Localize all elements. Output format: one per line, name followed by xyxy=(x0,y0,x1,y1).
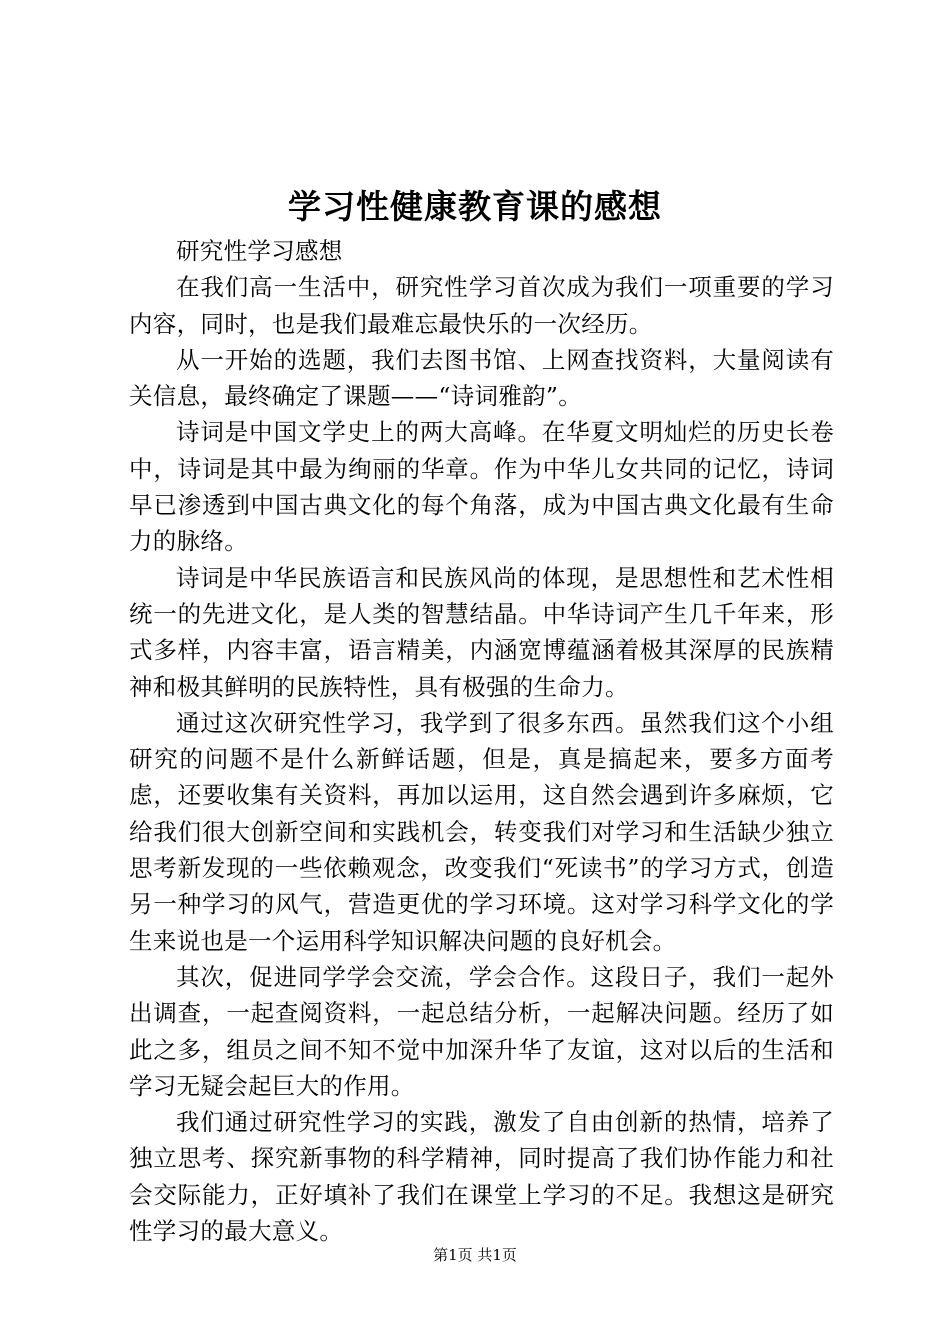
body-paragraph: 在我们高一生活中，研究性学习首次成为我们一项重要的学习内容，同时，也是我们最难忘最快乐的一次经历。 xyxy=(129,273,834,338)
body-paragraph: 诗词是中华民族语言和民族风尚的体现，是思想性和艺术性相统一的先进文化，是人类的智慧结晶。中华诗词产生几千年来，形式多样，内容丰富，语言精美，内涵宽博蕴涵着极其深厚的民族精神和极其鲜明的民族特性，具有极强的生命力。 xyxy=(129,563,834,701)
body-paragraph: 诗词是中国文学史上的两大高峰。在华夏文明灿烂的历史长卷中，诗词是其中最为绚丽的华章。作为中华儿女共同的记忆，诗词早已渗透到中国古典文化的每个角落，成为中国古典文化最有生命力的脉络。 xyxy=(129,418,834,556)
document-body xyxy=(129,233,834,1249)
body-paragraph: 从一开始的选题，我们去图书馆、上网查找资料，大量阅读有关信息，最终确定了课题——“诗词雅韵”。 xyxy=(129,345,834,411)
document-title: 学习性健康教育课的感想 xyxy=(288,187,662,226)
page-number-footer: 第1页 共1页 xyxy=(433,1246,517,1264)
body-paragraph: 其次，促进同学学会交流，学会合作。这段日子，我们一起外出调查，一起查阅资料，一起总结分析，一起解决问题。经历了如此之多，组员之间不知不觉中加深升华了友谊，这对以后的生活和学习无疑会起巨大的作用。 xyxy=(129,962,834,1100)
subtitle-paragraph: 研究性学习感想 xyxy=(176,237,343,265)
body-paragraph: 我们通过研究性学习的实践，激发了自由创新的热情，培养了独立思考、探究新事物的科学精神，同时提高了我们协作能力和社会交际能力，正好填补了我们在课堂上学习的不足。我想这是研究性学习的最大意义。 xyxy=(129,1108,834,1246)
body-paragraph: 通过这次研究性学习，我学到了很多东西。虽然我们这个小组研究的问题不是什么新鲜话题，但是，真是搞起来，要多方面考虑，还要收集有关资料，再加以运用，这自然会遇到许多麻烦，它给我们很大创新空间和实践机会，转变我们对学习和生活缺少独立思考新发现的一些依赖观念，改变我们“死读书”的学习方式，创造另一种学习的风气，营造更优的学习环境。这对学习科学文化的学生来说也是一个运用科学知识解决问题的良好机会。 xyxy=(129,708,834,955)
